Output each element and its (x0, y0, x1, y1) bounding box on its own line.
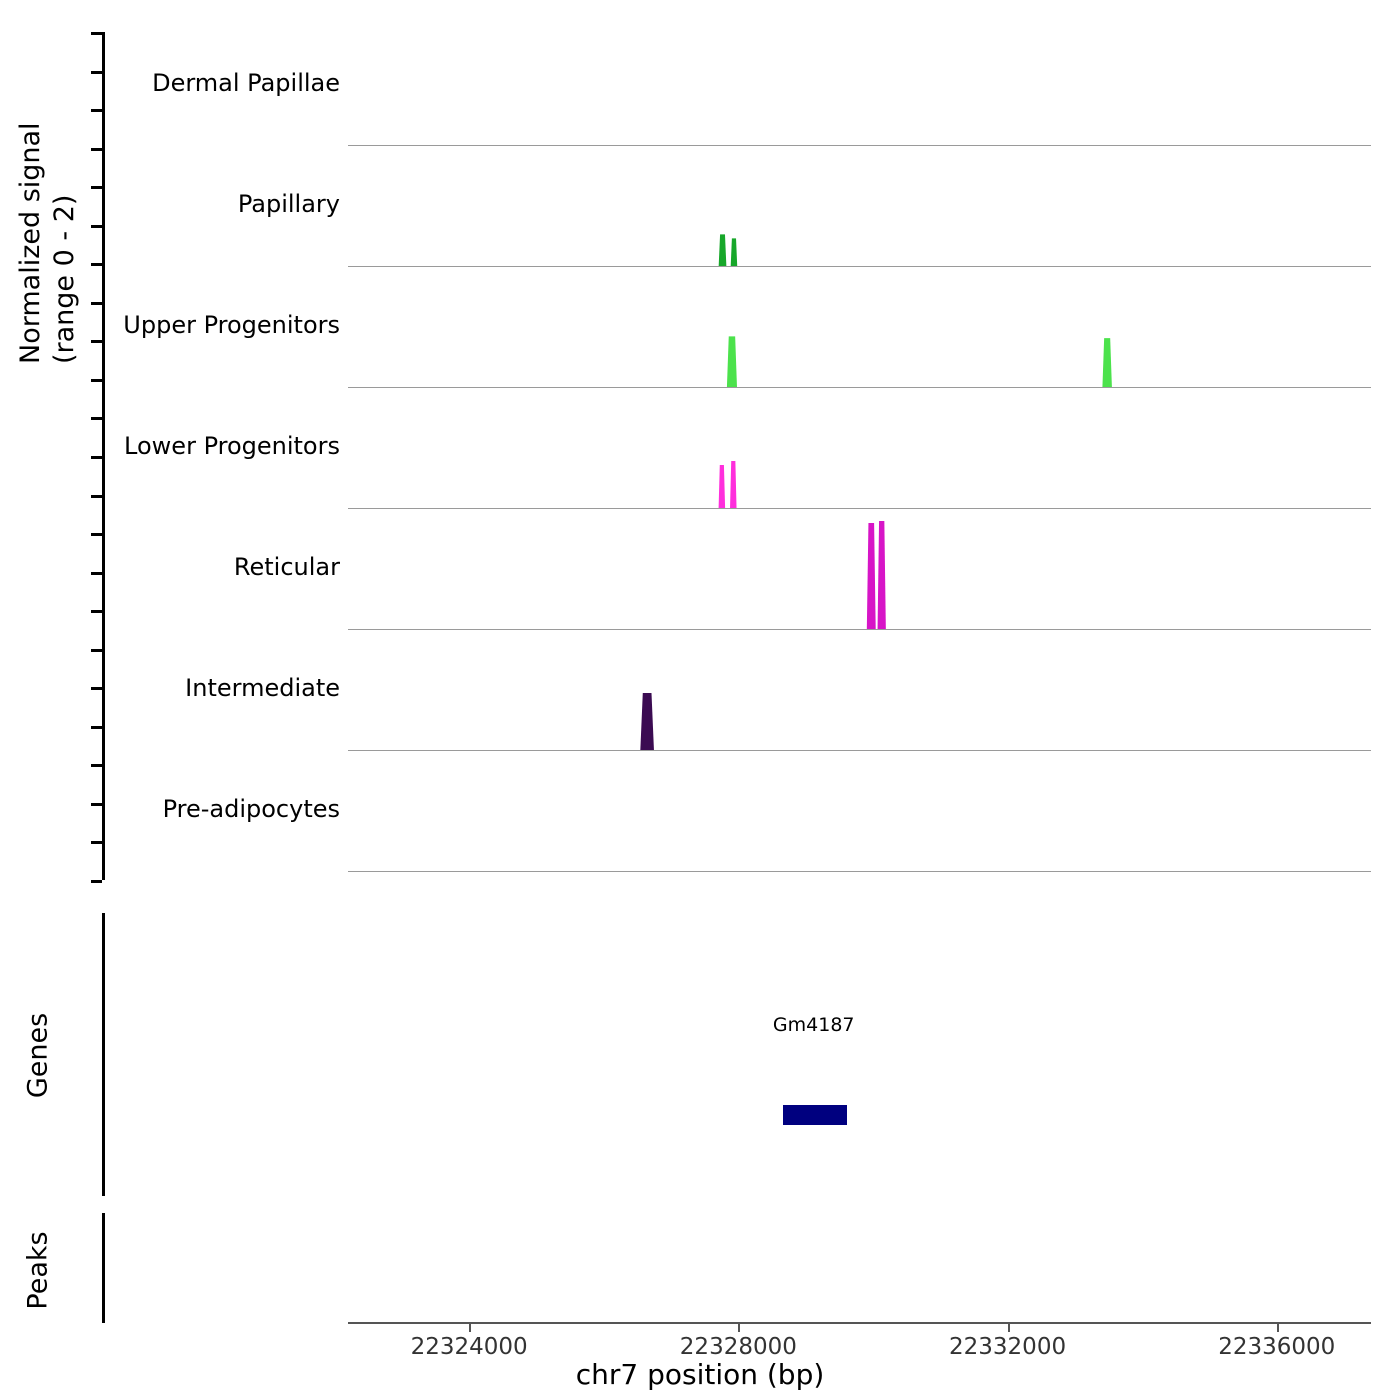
y-axis-tick (91, 610, 102, 613)
x-axis-tick (1277, 1324, 1279, 1332)
signal-peak (718, 234, 727, 266)
y-axis-tick (91, 880, 102, 883)
signal-peak (877, 521, 886, 629)
y-axis-tick (91, 32, 102, 35)
y-axis-tick (91, 764, 102, 767)
y-axis-tick (91, 379, 102, 382)
x-axis-tick-label: 22332000 (949, 1334, 1067, 1360)
x-axis-tick-label: 22328000 (679, 1334, 797, 1360)
y-axis-tick (91, 109, 102, 112)
peaks-panel-spine (102, 1213, 105, 1323)
y-axis-tick (91, 726, 102, 729)
track-label-pre-adipocytes: Pre-adipocytes (162, 794, 340, 823)
track-label-papillary: Papillary (237, 189, 340, 218)
x-axis-tick (738, 1324, 740, 1332)
y-axis-tick (91, 186, 102, 189)
y-axis-tick (91, 263, 102, 266)
y-axis-tick (91, 417, 102, 420)
track-baseline (348, 629, 1371, 630)
x-axis-tick-label: 22336000 (1218, 1334, 1336, 1360)
y-axis-label-line1: Normalized signal (15, 122, 46, 364)
y-axis-tick (91, 302, 102, 305)
y-axis-tick (91, 841, 102, 844)
y-axis-tick (91, 148, 102, 151)
signal-peak (639, 693, 654, 751)
track-baseline (348, 508, 1371, 509)
y-axis-tick (91, 225, 102, 228)
y-axis-tick (91, 456, 102, 459)
x-axis-tick (1008, 1324, 1010, 1332)
track-baseline (348, 750, 1371, 751)
x-axis-title: chr7 position (bp) (575, 1358, 825, 1391)
track-baseline (348, 387, 1371, 388)
peaks-panel-label: Peaks (22, 1231, 54, 1310)
track-label-upper-progenitors: Upper Progenitors (123, 310, 340, 339)
y-axis-label-line2: (range 0 - 2) (49, 194, 80, 364)
signal-peak (866, 523, 876, 629)
x-axis-line (348, 1322, 1371, 1324)
y-axis-tick (91, 71, 102, 74)
genes-panel-label: Genes (22, 1012, 54, 1099)
signal-peak (1102, 338, 1113, 387)
track-label-intermediate: Intermediate (185, 673, 340, 702)
track-baseline (348, 266, 1371, 267)
gene-name-label: Gm4187 (772, 1014, 855, 1036)
signal-peak (726, 336, 737, 387)
y-axis-tick (91, 687, 102, 690)
gene-body[interactable] (783, 1105, 847, 1125)
signal-peak (730, 461, 737, 508)
track-baseline (348, 871, 1371, 872)
y-axis-label (14, 122, 82, 364)
y-axis-tick (91, 649, 102, 652)
signal-peak (718, 465, 725, 508)
track-label-dermal-papillae: Dermal Papillae (152, 68, 340, 97)
y-axis-tick (91, 495, 102, 498)
track-baseline (348, 145, 1371, 146)
signal-panel-spine (102, 32, 105, 880)
x-axis-tick-label: 22324000 (410, 1334, 528, 1360)
y-axis-tick (91, 572, 102, 575)
x-axis-tick (469, 1324, 471, 1332)
y-axis-tick (91, 340, 102, 343)
signal-peak (730, 238, 737, 266)
track-label-reticular: Reticular (233, 552, 340, 581)
y-axis-tick (91, 803, 102, 806)
genes-panel-spine (102, 913, 105, 1196)
y-axis-tick (91, 533, 102, 536)
track-label-lower-progenitors: Lower Progenitors (124, 431, 340, 460)
